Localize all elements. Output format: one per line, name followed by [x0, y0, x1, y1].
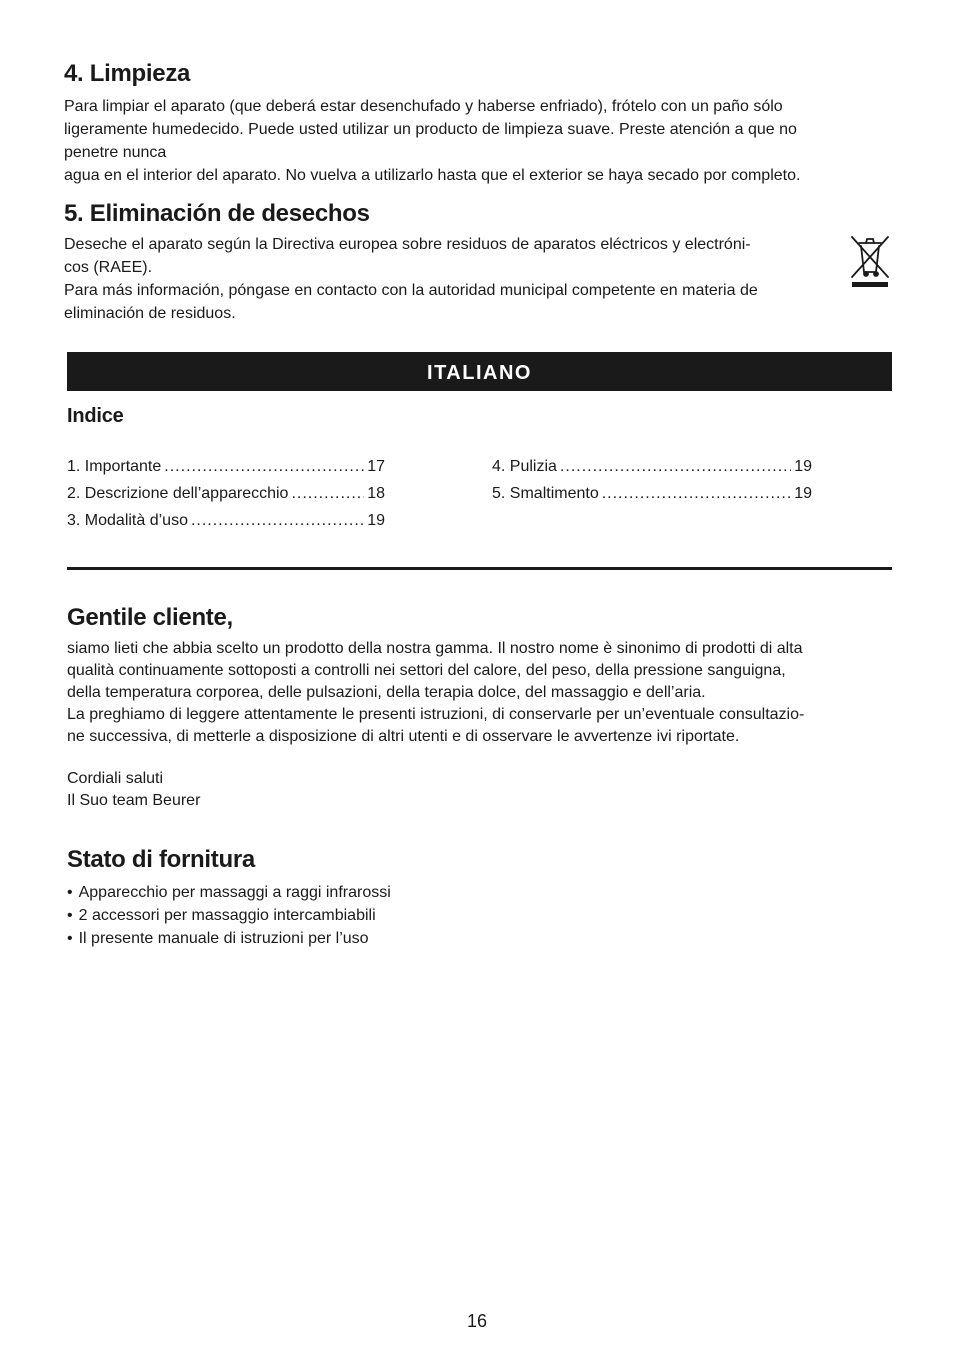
- toc-leader: [291, 484, 364, 504]
- supply-list: [67, 881, 391, 950]
- text-line: ne successiva, di metterle a disposizione di altri utenti e di osservare le avvertenze ivi riportate.: [67, 728, 740, 745]
- toc-leader: [164, 457, 364, 477]
- text-line: La preghiamo di leggere attentamente le presenti istruzioni, di conservarle per un’eventuale consultazio-: [67, 706, 805, 723]
- toc-label: 4. Pulizia: [492, 458, 557, 475]
- toc-item[interactable]: [67, 511, 385, 531]
- toc-item[interactable]: [492, 484, 812, 504]
- text-line: agua en el interior del aparato. No vuelva a utilizarlo hasta que el exterior se haya secado por completo.: [64, 167, 801, 184]
- eliminacion-text: [64, 233, 844, 325]
- toc-item[interactable]: [67, 484, 385, 504]
- toc-page: 19: [367, 512, 385, 529]
- text-line: Deseche el aparato según la Directiva europea sobre residuos de aparatos eléctricos y electróni-: [64, 236, 751, 253]
- index-title: Indice: [67, 405, 124, 427]
- toc-page: 18: [367, 485, 385, 502]
- weee-crossed-bin-icon: [849, 234, 891, 288]
- toc-label: 5. Smaltimento: [492, 485, 599, 502]
- limpieza-text: [64, 95, 904, 187]
- toc-label: 1. Importante: [67, 458, 162, 475]
- closing-text: [67, 768, 200, 812]
- text-line: cos (RAEE).: [64, 259, 153, 276]
- toc-label: 2. Descrizione dell’apparecchio: [67, 485, 289, 502]
- text-line: Para más información, póngase en contacto con la autoridad municipal competente en materia de: [64, 282, 758, 299]
- toc-leader: [602, 484, 791, 504]
- list-item: • Il presente manuale di istruzioni per l’uso: [67, 927, 391, 950]
- list-item: • 2 accessori per massaggio intercambiabili: [67, 904, 391, 927]
- text-line: ligeramente humedecido. Puede usted utilizar un producto de limpieza suave. Preste atención a que no: [64, 121, 797, 138]
- closing-line: Il Suo team Beurer: [67, 792, 201, 809]
- toc-item[interactable]: [67, 457, 385, 477]
- toc-page: 19: [794, 458, 812, 475]
- toc-page: 19: [794, 485, 812, 502]
- text-line: della temperatura corporea, delle pulsazioni, della terapia dolce, del massaggio e dell’aria.: [67, 684, 706, 701]
- list-item: • Apparecchio per massaggi a raggi infrarossi: [67, 881, 391, 904]
- greeting-text: [67, 638, 897, 748]
- text-line: qualità continuamente sottoposti a controlli nei settori del calore, del peso, della pressione sanguigna,: [67, 662, 786, 679]
- greeting-title: Gentile cliente,: [67, 604, 233, 631]
- toc-label: 3. Modalità d’uso: [67, 512, 188, 529]
- page-number: 16: [466, 1311, 488, 1331]
- section-divider: [67, 567, 892, 570]
- text-line: siamo lieti che abbia scelto un prodotto della nostra gamma. Il nostro nome è sinonimo di prodotti di alta: [67, 640, 803, 657]
- text-line: Para limpiar el aparato (que deberá estar desenchufado y haberse enfriado), frótelo con un paño sólo: [64, 98, 783, 115]
- text-line: penetre nunca: [64, 144, 167, 161]
- toc-leader: [191, 511, 364, 531]
- language-banner: ITALIANO: [67, 352, 892, 391]
- toc-leader: [560, 457, 791, 477]
- supply-title: Stato di fornitura: [67, 846, 255, 873]
- section-title-limpieza: 4. Limpieza: [64, 60, 191, 87]
- closing-line: Cordiali saluti: [67, 770, 164, 787]
- toc-page: 17: [367, 458, 385, 475]
- toc-item[interactable]: [492, 457, 812, 477]
- text-line: eliminación de residuos.: [64, 305, 236, 322]
- section-title-eliminacion: 5. Eliminación de desechos: [64, 200, 370, 227]
